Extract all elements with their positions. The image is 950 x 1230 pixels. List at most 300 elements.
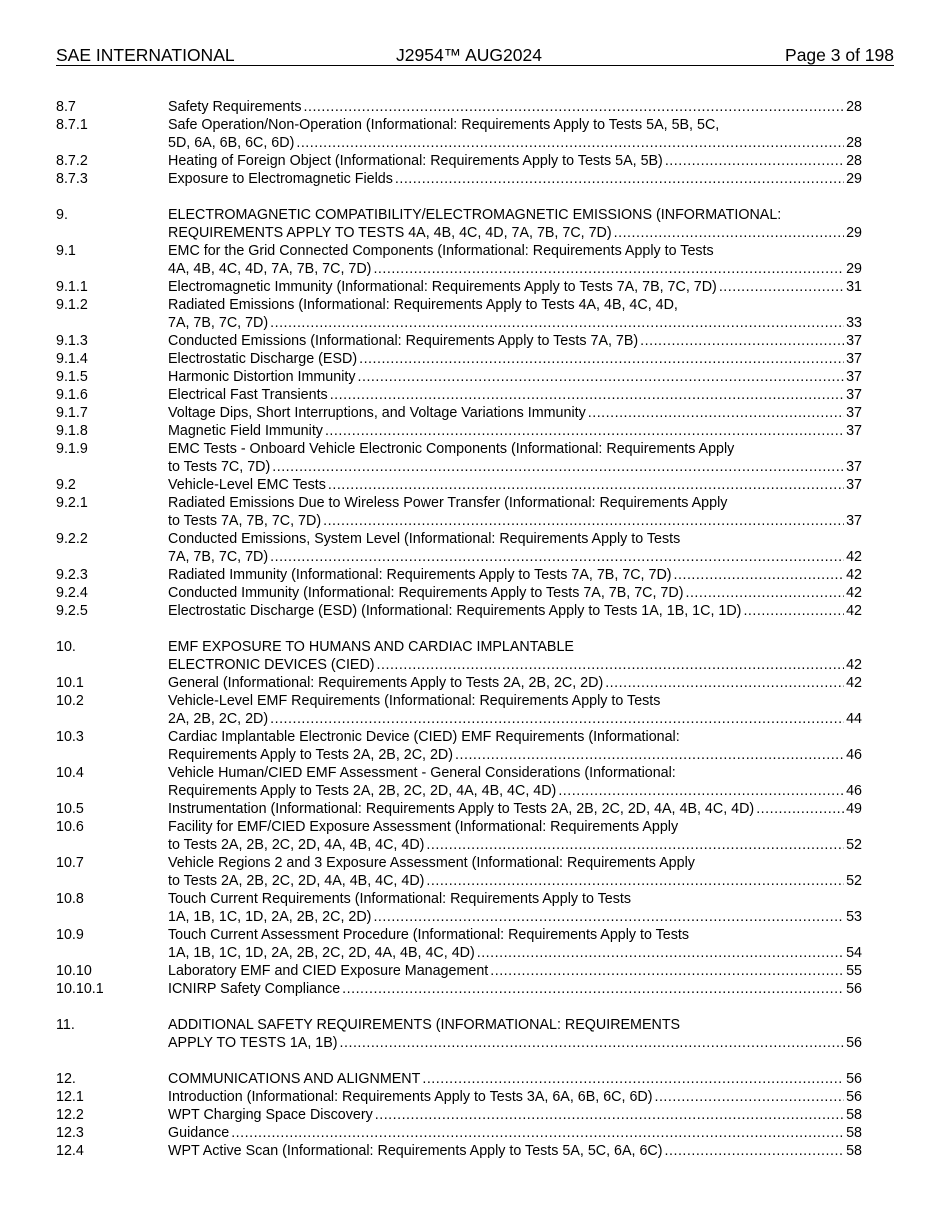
page-header	[56, 43, 894, 66]
toc-page-number: 58	[846, 1125, 862, 1141]
toc-page-number: 42	[846, 675, 862, 691]
toc-entry	[56, 242, 862, 278]
toc-title-text: Heating of Foreign Object (Informational: Requirements Apply to Tests 5A, 5B)	[168, 153, 663, 169]
toc-section-number: 10.9	[56, 927, 84, 943]
toc-leader-row	[168, 1142, 862, 1160]
toc-dot-leader	[358, 368, 845, 386]
toc-entry	[56, 1142, 862, 1160]
toc-page-number: 29	[846, 171, 862, 187]
toc-entry	[56, 530, 862, 566]
toc-section-number: 10.3	[56, 729, 84, 745]
toc-leader-row	[168, 944, 862, 962]
toc-line	[56, 224, 862, 242]
toc-page-number: 31	[846, 279, 862, 295]
toc-title-text: Radiated Emissions Due to Wireless Power Transfer (Informational: Requirements Apply	[168, 495, 728, 511]
toc-line	[56, 566, 862, 584]
toc-dot-leader	[455, 746, 844, 764]
toc-dot-leader	[422, 1070, 844, 1088]
toc-line	[56, 1124, 862, 1142]
toc-dot-leader	[328, 476, 844, 494]
toc-dot-leader	[614, 224, 844, 242]
toc-title-text: 1A, 1B, 1C, 1D, 2A, 2B, 2C, 2D, 4A, 4B, 4C, 4D)	[168, 945, 475, 961]
table-of-contents	[56, 98, 862, 1160]
toc-page-number: 37	[846, 477, 862, 493]
toc-title-text: Requirements Apply to Tests 2A, 2B, 2C, 2D, 4A, 4B, 4C, 4D)	[168, 783, 557, 799]
toc-section-number: 12.4	[56, 1143, 84, 1159]
toc-entry	[56, 1106, 862, 1124]
toc-title-text: Safe Operation/Non-Operation (Informational: Requirements Apply to Tests 5A, 5B, 5C,	[168, 117, 720, 133]
toc-page-number: 37	[846, 405, 862, 421]
toc-dot-leader	[685, 584, 844, 602]
toc-title-text: Facility for EMF/CIED Exposure Assessment (Informational: Requirements Apply	[168, 819, 679, 835]
toc-section-number: 9.1.5	[56, 369, 88, 385]
toc-page-number: 28	[846, 135, 862, 151]
toc-section-number: 9.2.2	[56, 531, 88, 547]
toc-page-number: 55	[846, 963, 862, 979]
toc-leader-row	[168, 782, 862, 800]
toc-leader-row	[168, 404, 862, 422]
toc-page-number: 42	[846, 567, 862, 583]
toc-line	[56, 890, 862, 908]
toc-dot-leader	[640, 332, 844, 350]
toc-title-text: Vehicle-Level EMF Requirements (Informational: Requirements Apply to Tests	[168, 693, 661, 709]
toc-section-number: 12.2	[56, 1107, 84, 1123]
toc-page-number: 56	[846, 1089, 862, 1105]
toc-line	[56, 404, 862, 422]
toc-section-number: 10.10	[56, 963, 92, 979]
toc-section-number: 9.1.4	[56, 351, 88, 367]
toc-leader-row	[168, 350, 862, 368]
toc-page-number: 53	[846, 909, 862, 925]
toc-line	[56, 170, 862, 188]
toc-dot-leader	[270, 548, 844, 566]
toc-leader-row	[168, 980, 862, 998]
toc-title-text: Conducted Emissions, System Level (Informational: Requirements Apply to Tests	[168, 531, 681, 547]
toc-line	[56, 980, 862, 998]
toc-line	[56, 332, 862, 350]
toc-page-number: 44	[846, 711, 862, 727]
toc-title-text: Vehicle Human/CIED EMF Assessment - General Considerations (Informational:	[168, 765, 676, 781]
toc-title-text: Electrostatic Discharge (ESD)	[168, 351, 358, 367]
toc-title-text: EMC for the Grid Connected Components (Informational: Requirements Apply to Tests	[168, 243, 714, 259]
toc-title-text: Instrumentation (Informational: Requirements Apply to Tests 2A, 2B, 2C, 2D, 4A, 4B, 4C, 4D)	[168, 801, 755, 817]
toc-line	[56, 800, 862, 818]
toc-entry	[56, 98, 862, 116]
toc-leader-row	[168, 602, 862, 620]
toc-leader-row	[168, 710, 862, 728]
toc-dot-leader	[270, 710, 844, 728]
toc-title-text: Conducted Emissions (Informational: Requirements Apply to Tests 7A, 7B)	[168, 333, 639, 349]
toc-entry	[56, 602, 862, 620]
toc-title-text: to Tests 7C, 7D)	[168, 459, 271, 475]
toc-title-text: Guidance	[168, 1125, 230, 1141]
toc-leader-row	[168, 674, 862, 692]
toc-leader-row	[168, 98, 862, 116]
toc-dot-leader	[665, 1142, 845, 1160]
toc-section-number: 12.3	[56, 1125, 84, 1141]
toc-entry	[56, 350, 862, 368]
toc-title-text: Exposure to Electromagnetic Fields	[168, 171, 393, 187]
toc-line	[56, 728, 862, 746]
toc-line	[56, 872, 862, 890]
toc-title-text: EMF EXPOSURE TO HUMANS AND CARDIAC IMPLANTABLE	[168, 639, 574, 655]
toc-title-text: Touch Current Assessment Procedure (Informational: Requirements Apply to Tests	[168, 927, 690, 943]
toc-section-number: 10.6	[56, 819, 84, 835]
toc-title-text: 4A, 4B, 4C, 4D, 7A, 7B, 7C, 7D)	[168, 261, 372, 277]
toc-leader-row	[168, 1106, 862, 1124]
toc-entry	[56, 404, 862, 422]
toc-title-text: Introduction (Informational: Requirements Apply to Tests 3A, 6A, 6B, 6C, 6D)	[168, 1089, 653, 1105]
toc-dot-leader	[674, 566, 845, 584]
toc-entry	[56, 728, 862, 764]
toc-line	[56, 206, 862, 224]
toc-section-number: 9.1.9	[56, 441, 88, 457]
toc-page-number: 42	[846, 603, 862, 619]
toc-entry	[56, 584, 862, 602]
toc-line	[56, 656, 862, 674]
toc-section-number: 8.7.2	[56, 153, 88, 169]
toc-page-number: 37	[846, 423, 862, 439]
toc-title-text: ELECTROMAGNETIC COMPATIBILITY/ELECTROMAGNETIC EMISSIONS (INFORMATIONAL:	[168, 207, 782, 223]
toc-title-text: Electromagnetic Immunity (Informational: Requirements Apply to Tests 7A, 7B, 7C, 7D)	[168, 279, 717, 295]
toc-page-number: 37	[846, 351, 862, 367]
toc-entry	[56, 926, 862, 962]
toc-dot-leader	[373, 260, 844, 278]
toc-line	[56, 296, 862, 314]
toc-title-text: Radiated Emissions (Informational: Requirements Apply to Tests 4A, 4B, 4C, 4D,	[168, 297, 678, 313]
toc-line	[56, 242, 862, 260]
toc-section-number: 9.1	[56, 243, 76, 259]
toc-leader-row	[168, 656, 862, 674]
toc-section-number: 9.1.6	[56, 387, 88, 403]
toc-title-text: 7A, 7B, 7C, 7D)	[168, 315, 269, 331]
toc-entry	[56, 800, 862, 818]
toc-leader-row	[168, 314, 862, 332]
toc-section-number: 12.1	[56, 1089, 84, 1105]
toc-leader-row	[168, 962, 862, 980]
toc-dot-leader	[719, 278, 844, 296]
toc-line	[56, 710, 862, 728]
toc-section-number: 10.10.1	[56, 981, 104, 997]
toc-line	[56, 458, 862, 476]
toc-section-number: 10.4	[56, 765, 84, 781]
toc-title-text: WPT Active Scan (Informational: Requirements Apply to Tests 5A, 5C, 6A, 6C)	[168, 1143, 663, 1159]
toc-dot-leader	[325, 422, 844, 440]
toc-dot-leader	[588, 404, 844, 422]
toc-page-number: 56	[846, 1035, 862, 1051]
toc-section-number: 9.2	[56, 477, 76, 493]
header-doc-id: J2954™ AUG2024	[396, 45, 542, 65]
toc-section-number: 10.8	[56, 891, 84, 907]
toc-line	[56, 674, 862, 692]
toc-entry	[56, 386, 862, 404]
toc-title-text: Requirements Apply to Tests 2A, 2B, 2C, 2D)	[168, 747, 454, 763]
toc-entry	[56, 854, 862, 890]
toc-title-text: COMMUNICATIONS AND ALIGNMENT	[168, 1071, 421, 1087]
toc-leader-row	[168, 1124, 862, 1142]
toc-entry	[56, 1016, 862, 1052]
toc-entry	[56, 692, 862, 728]
toc-section-number: 9.1.2	[56, 297, 88, 313]
toc-entry	[56, 764, 862, 800]
toc-dot-leader	[654, 1088, 844, 1106]
toc-section-number: 10.1	[56, 675, 84, 691]
toc-section-number: 9.1.3	[56, 333, 88, 349]
toc-title-text: Magnetic Field Immunity	[168, 423, 323, 439]
toc-line	[56, 908, 862, 926]
toc-dot-leader	[377, 656, 845, 674]
toc-entry	[56, 674, 862, 692]
toc-title-text: WPT Charging Space Discovery	[168, 1107, 373, 1123]
toc-line	[56, 584, 862, 602]
toc-title-text: General (Informational: Requirements Apply to Tests 2A, 2B, 2C, 2D)	[168, 675, 604, 691]
toc-section-number: 12.	[56, 1071, 76, 1087]
toc-section-number: 8.7	[56, 99, 76, 115]
toc-page-number: 37	[846, 387, 862, 403]
toc-title-text: Vehicle-Level EMC Tests	[168, 477, 326, 493]
toc-dot-leader	[756, 800, 844, 818]
toc-entry	[56, 476, 862, 494]
toc-dot-leader	[342, 980, 844, 998]
toc-entry	[56, 116, 862, 152]
toc-line	[56, 512, 862, 530]
toc-page-number: 52	[846, 873, 862, 889]
toc-entry	[56, 332, 862, 350]
toc-page-number: 58	[846, 1143, 862, 1159]
toc-leader-row	[168, 548, 862, 566]
toc-line	[56, 854, 862, 872]
toc-line	[56, 1070, 862, 1088]
header-page-number: Page 3 of 198	[785, 45, 894, 65]
toc-line	[56, 548, 862, 566]
toc-title-text: Safety Requirements	[168, 99, 302, 115]
toc-title-text: 5D, 6A, 6B, 6C, 6D)	[168, 135, 295, 151]
toc-line	[56, 314, 862, 332]
toc-leader-row	[168, 260, 862, 278]
toc-dot-leader	[426, 836, 844, 854]
toc-title-text: 1A, 1B, 1C, 1D, 2A, 2B, 2C, 2D)	[168, 909, 372, 925]
toc-page-number: 37	[846, 333, 862, 349]
toc-line	[56, 116, 862, 134]
toc-dot-leader	[605, 674, 844, 692]
toc-entry	[56, 422, 862, 440]
toc-line	[56, 440, 862, 458]
toc-title-text: EMC Tests - Onboard Vehicle Electronic Components (Informational: Requirements Apply	[168, 441, 735, 457]
toc-section-number: 9.1.7	[56, 405, 88, 421]
toc-line	[56, 134, 862, 152]
toc-leader-row	[168, 476, 862, 494]
toc-section-number: 9.	[56, 207, 68, 223]
toc-leader-row	[168, 368, 862, 386]
toc-leader-row	[168, 332, 862, 350]
toc-section-number: 9.2.1	[56, 495, 88, 511]
toc-leader-row	[168, 170, 862, 188]
toc-line	[56, 476, 862, 494]
toc-line	[56, 422, 862, 440]
toc-title-text: 2A, 2B, 2C, 2D)	[168, 711, 269, 727]
toc-dot-leader	[558, 782, 844, 800]
toc-entry	[56, 170, 862, 188]
toc-dot-leader	[340, 1034, 845, 1052]
toc-line	[56, 782, 862, 800]
toc-entry	[56, 494, 862, 530]
toc-page-number: 56	[846, 1071, 862, 1087]
toc-page-number: 28	[846, 153, 862, 169]
toc-page-number: 46	[846, 747, 862, 763]
toc-section-number: 9.2.3	[56, 567, 88, 583]
toc-title-text: Voltage Dips, Short Interruptions, and Voltage Variations Immunity	[168, 405, 586, 421]
toc-leader-row	[168, 800, 862, 818]
toc-page-number: 37	[846, 513, 862, 529]
toc-dot-leader	[296, 134, 844, 152]
toc-dot-leader	[490, 962, 844, 980]
toc-title-text: to Tests 2A, 2B, 2C, 2D, 4A, 4B, 4C, 4D)	[168, 873, 425, 889]
toc-entry	[56, 962, 862, 980]
toc-title-text: Electrostatic Discharge (ESD) (Informational: Requirements Apply to Tests 1A, 1B, 1C, 1D)	[168, 603, 742, 619]
toc-title-text: Radiated Immunity (Informational: Requirements Apply to Tests 7A, 7B, 7C, 7D)	[168, 567, 672, 583]
toc-leader-row	[168, 1070, 862, 1088]
toc-page-number: 58	[846, 1107, 862, 1123]
toc-page-number: 29	[846, 225, 862, 241]
toc-page-number: 28	[846, 99, 862, 115]
toc-page-number: 54	[846, 945, 862, 961]
toc-dot-leader	[373, 908, 844, 926]
toc-page-number: 49	[846, 801, 862, 817]
toc-line	[56, 926, 862, 944]
toc-dot-leader	[743, 602, 844, 620]
toc-line	[56, 818, 862, 836]
toc-title-text: to Tests 7A, 7B, 7C, 7D)	[168, 513, 322, 529]
toc-dot-leader	[375, 1106, 844, 1124]
toc-leader-row	[168, 278, 862, 296]
toc-dot-leader	[270, 314, 844, 332]
toc-line	[56, 1034, 862, 1052]
toc-section-number: 8.7.3	[56, 171, 88, 187]
toc-entry	[56, 980, 862, 998]
toc-line	[56, 1106, 862, 1124]
toc-page-number: 29	[846, 261, 862, 277]
toc-dot-leader	[395, 170, 844, 188]
toc-dot-leader	[330, 386, 844, 404]
toc-line	[56, 638, 862, 656]
toc-line	[56, 602, 862, 620]
toc-page-number: 46	[846, 783, 862, 799]
toc-dot-leader	[665, 152, 844, 170]
toc-section-number: 8.7.1	[56, 117, 88, 133]
toc-leader-row	[168, 224, 862, 242]
toc-section-number: 10.	[56, 639, 76, 655]
toc-page-number: 37	[846, 369, 862, 385]
toc-dot-leader	[426, 872, 844, 890]
toc-title-text: Vehicle Regions 2 and 3 Exposure Assessment (Informational: Requirements Apply	[168, 855, 695, 871]
toc-section-number: 9.1.8	[56, 423, 88, 439]
toc-leader-row	[168, 836, 862, 854]
toc-line	[56, 152, 862, 170]
toc-line	[56, 1142, 862, 1160]
toc-page-number: 56	[846, 981, 862, 997]
toc-title-text: Laboratory EMF and CIED Exposure Management	[168, 963, 489, 979]
toc-entry	[56, 440, 862, 476]
toc-entry	[56, 296, 862, 332]
toc-title-text: Conducted Immunity (Informational: Requirements Apply to Tests 7A, 7B, 7C, 7D)	[168, 585, 684, 601]
toc-section-number: 10.7	[56, 855, 84, 871]
toc-section-number: 9.2.4	[56, 585, 88, 601]
toc-leader-row	[168, 386, 862, 404]
toc-leader-row	[168, 422, 862, 440]
toc-line	[56, 350, 862, 368]
toc-entry	[56, 1070, 862, 1088]
toc-title-text: to Tests 2A, 2B, 2C, 2D, 4A, 4B, 4C, 4D)	[168, 837, 425, 853]
toc-line	[56, 1088, 862, 1106]
toc-leader-row	[168, 908, 862, 926]
toc-page-number: 52	[846, 837, 862, 853]
toc-entry	[56, 206, 862, 242]
header-org: SAE INTERNATIONAL	[56, 45, 235, 65]
toc-leader-row	[168, 566, 862, 584]
toc-leader-row	[168, 872, 862, 890]
toc-page-number: 42	[846, 585, 862, 601]
toc-line	[56, 260, 862, 278]
toc-page-number: 42	[846, 549, 862, 565]
toc-line	[56, 746, 862, 764]
toc-section-number: 9.2.5	[56, 603, 88, 619]
toc-leader-row	[168, 458, 862, 476]
toc-leader-row	[168, 152, 862, 170]
toc-dot-leader	[231, 1124, 844, 1142]
toc-line	[56, 944, 862, 962]
toc-page-number: 33	[846, 315, 862, 331]
toc-leader-row	[168, 746, 862, 764]
toc-dot-leader	[359, 350, 844, 368]
toc-title-text: 7A, 7B, 7C, 7D)	[168, 549, 269, 565]
toc-line	[56, 1016, 862, 1034]
toc-line	[56, 836, 862, 854]
toc-title-text: Touch Current Requirements (Informational: Requirements Apply to Tests	[168, 891, 632, 907]
toc-title-text: ELECTRONIC DEVICES (CIED)	[168, 657, 375, 673]
toc-line	[56, 368, 862, 386]
toc-line	[56, 530, 862, 548]
toc-title-text: ADDITIONAL SAFETY REQUIREMENTS (INFORMATIONAL: REQUIREMENTS	[168, 1017, 681, 1033]
toc-entry	[56, 638, 862, 674]
toc-entry	[56, 152, 862, 170]
toc-leader-row	[168, 134, 862, 152]
toc-leader-row	[168, 1088, 862, 1106]
toc-title-text: ICNIRP Safety Compliance	[168, 981, 341, 997]
toc-leader-row	[168, 1034, 862, 1052]
toc-dot-leader	[304, 98, 845, 116]
toc-page-number: 37	[846, 459, 862, 475]
toc-entry	[56, 368, 862, 386]
toc-entry	[56, 818, 862, 854]
toc-line	[56, 278, 862, 296]
toc-line	[56, 386, 862, 404]
toc-line	[56, 764, 862, 782]
toc-leader-row	[168, 512, 862, 530]
toc-entry	[56, 1124, 862, 1142]
toc-title-text: Cardiac Implantable Electronic Device (CIED) EMF Requirements (Informational:	[168, 729, 680, 745]
toc-entry	[56, 566, 862, 584]
toc-line	[56, 692, 862, 710]
toc-line	[56, 494, 862, 512]
toc-entry	[56, 1088, 862, 1106]
toc-title-text: REQUIREMENTS APPLY TO TESTS 4A, 4B, 4C, 4D, 7A, 7B, 7C, 7D)	[168, 225, 612, 241]
toc-page-number: 42	[846, 657, 862, 673]
toc-leader-row	[168, 584, 862, 602]
toc-section-number: 9.1.1	[56, 279, 88, 295]
toc-title-text: Harmonic Distortion Immunity	[168, 369, 356, 385]
toc-line	[56, 962, 862, 980]
toc-dot-leader	[323, 512, 844, 530]
